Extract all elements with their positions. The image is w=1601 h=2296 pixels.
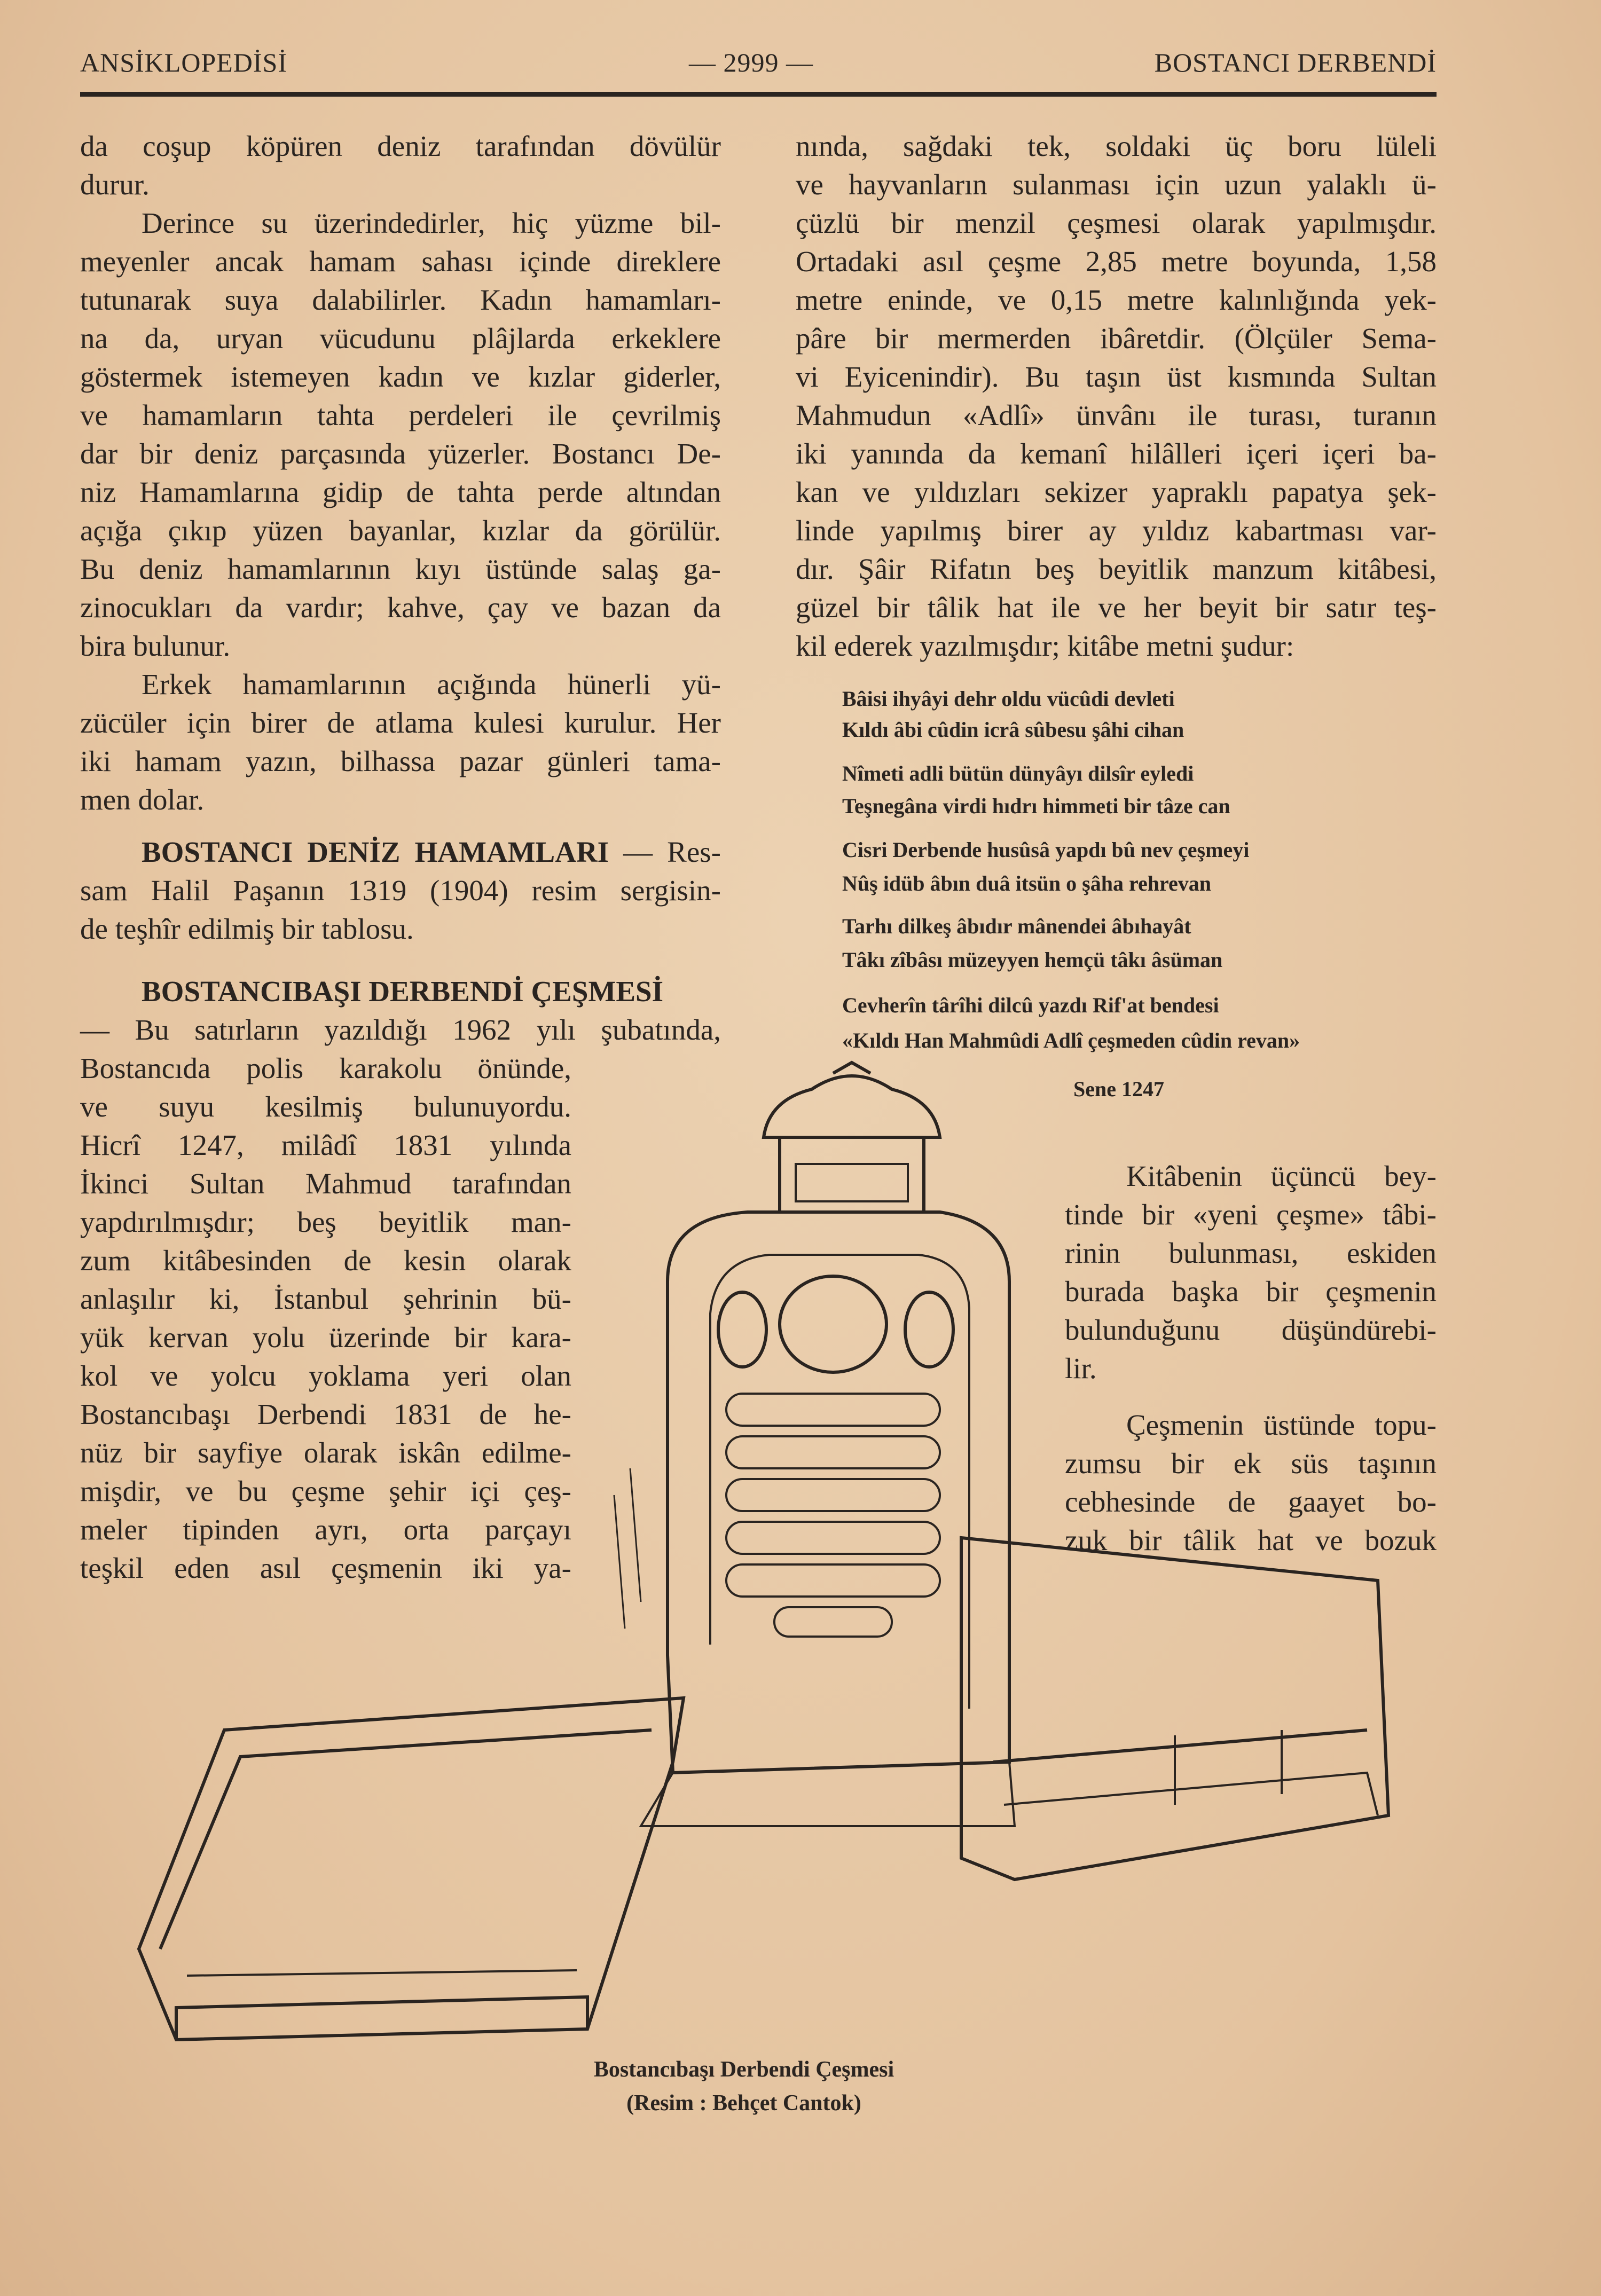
text-line: na da, uryan vücudunu plâjlarda erkeklere: [80, 322, 721, 355]
poem-line: «Kıldı Han Mahmûdi Adlî çeşmeden cûdin revan»: [842, 1028, 1300, 1052]
text-line: sam Halil Paşanın 1319 (1904) resim sergisin-: [80, 874, 721, 907]
text-line: Bostancıbaşı Derbendi 1831 de he-: [80, 1398, 571, 1430]
text-line: zumsu bir ek süs taşının: [1065, 1447, 1437, 1480]
running-head-left: ANSİKLOPEDİSİ: [80, 48, 287, 77]
text-line: İkinci Sultan Mahmud tarafından: [80, 1167, 571, 1200]
text-line: da coşup köpüren deniz tarafından dövülür: [80, 130, 721, 162]
text-line: Derince su üzerindedirler, hiç yüzme bil-: [142, 207, 721, 239]
section-heading: BOSTANCIBAŞI DERBENDİ ÇEŞMESİ: [142, 975, 664, 1008]
text-line: tutunarak suya dalabilirler. Kadın hamamları-: [80, 284, 721, 316]
text-line: rinin bulunması, eskiden: [1065, 1237, 1437, 1269]
text-line: Bostancıda polis karakolu önünde,: [80, 1052, 571, 1084]
poem-date: Sene 1247: [1073, 1077, 1164, 1101]
text-line: tinde bir «yeni çeşme» tâbi-: [1065, 1198, 1437, 1231]
text-fragment: — Res-: [609, 836, 721, 868]
text-line: zuk bir tâlik hat ve bozuk: [1065, 1524, 1437, 1556]
running-head-right: BOSTANCI DERBENDİ: [1154, 48, 1437, 77]
text-line: Ortadaki asıl çeşme 2,85 metre boyunda, 1,58: [796, 245, 1437, 278]
text-line: teşkil eden asıl çeşmenin iki ya-: [80, 1552, 571, 1584]
text-line: ve hayvanların sulanması için uzun yalaklı ü-: [796, 168, 1437, 201]
text-line: kil ederek yazılmışdır; kitâbe metni şudur:: [796, 630, 1294, 662]
text-line: çüzlü bir menzil çeşmesi olarak yapılmışdır.: [796, 207, 1437, 239]
text-line: Kitâbenin üçüncü bey-: [1126, 1160, 1437, 1192]
text-line: cebhesinde de gaayet bo-: [1065, 1485, 1437, 1518]
text-line: nında, sağdaki tek, soldaki üç boru lüleli: [796, 130, 1437, 162]
text-line: zinocukları da vardır; kahve, çay ve bazan da: [80, 591, 721, 624]
text-line: dar bir deniz parçasında yüzerler. Bostancı De-: [80, 437, 721, 470]
text-line: bulunduğunu düşündürebi-: [1065, 1314, 1437, 1346]
text-line: meler tipinden ayrı, orta parçayı: [80, 1513, 571, 1546]
text-line: burada başka bir çeşmenin: [1065, 1275, 1437, 1308]
section-heading: BOSTANCI DENİZ HAMAMLARI: [142, 836, 609, 868]
text-line: men dolar.: [80, 783, 205, 816]
text-line: bira bulunur.: [80, 630, 231, 662]
text-line: dır. Şâir Rifatın beş beyitlik manzum kitâbesi,: [796, 553, 1437, 585]
text-line: — Bu satırların yazıldığı 1962 yılı şubatında,: [80, 1013, 721, 1046]
text-line: göstermek istemeyen kadın ve kızlar giderler,: [80, 360, 721, 393]
poem-line: Nûş idüb âbın duâ itsün o şâha rehrevan: [842, 871, 1212, 895]
text-line: vi Eyicenindir). Bu taşın üst kısmında Sultan: [796, 360, 1437, 393]
text-line: iki hamam yazın, bilhassa pazar günleri tama-: [80, 745, 721, 777]
text-line: açığa çıkıp yüzen bayanlar, kızlar da görülür.: [80, 514, 721, 547]
text-line: ve suyu kesilmiş bulunuyordu.: [80, 1090, 571, 1123]
text-line: Erkek hamamlarının açığında hünerli yü-: [142, 668, 721, 701]
text-line: kan ve yıldızları sekizer yapraklı papatya şek-: [796, 476, 1437, 508]
text-line: yük kervan yolu üzerinde bir kara-: [80, 1321, 571, 1354]
text-line: mişdir, ve bu çeşme şehir içi çeş-: [80, 1475, 571, 1507]
text-line: zücüler için birer de atlama kulesi kurulur. Her: [80, 706, 721, 739]
poem-line: Tarhı dilkeş âbıdır mânendei âbıhayât: [842, 914, 1191, 938]
text-line: Mahmudun «Adlî» ünvânı ile turası, turanın: [796, 399, 1437, 431]
poem-line: Kıldı âbi cûdin icrâ sûbesu şâhi cihan: [842, 718, 1184, 742]
text-line: yapdırılmışdır; beş beyitlik man-: [80, 1206, 571, 1238]
poem-line: Teşnegâna virdi hıdrı himmeti bir tâze can: [842, 794, 1230, 818]
text-line: anlaşılır ki, İstanbul şehrinin bü-: [80, 1283, 571, 1315]
text-line: iki yanında da kemanî hilâlleri içeri içeri ba-: [796, 437, 1437, 470]
text-line: zum kitâbesinden de kesin olarak: [80, 1244, 571, 1277]
figure-caption: Bostancıbaşı Derbendi Çeşmesi: [593, 2057, 894, 2082]
text-line: meyenler ancak hamam sahası içinde direklere: [80, 245, 721, 278]
text-line: nüz bir sayfiye olarak iskân edilme-: [80, 1436, 571, 1469]
text-line: Çeşmenin üstünde topu-: [1126, 1409, 1437, 1441]
text-line: güzel bir tâlik hat ile ve her beyit bir satır teş-: [796, 591, 1437, 624]
poem-line: Tâkı zîbâsı müzeyyen hemçü tâkı âsüman: [842, 948, 1223, 972]
text-line: pâre bir mermerden ibâretdir. (Ölçüler Sema-: [796, 322, 1437, 355]
text-line: lir.: [1065, 1352, 1097, 1385]
poem-line: Cevherîn târîhi dilcû yazdı Rif'at bendesi: [842, 993, 1219, 1017]
figure-credit: (Resim : Behçet Cantok): [626, 2091, 861, 2116]
text-line: linde yapılmış birer ay yıldız kabartması var-: [796, 514, 1437, 547]
page-number: — 2999 —: [689, 48, 813, 77]
text-line: de teşhîr edilmiş bir tablosu.: [80, 913, 414, 945]
text-line: kol ve yolcu yoklama yeri olan: [80, 1359, 571, 1392]
text-line: metre eninde, ve 0,15 metre kalınlığında yek-: [796, 284, 1437, 316]
poem-line: Cisri Derbende husûsâ yapdı bû nev çeşmeyi: [842, 838, 1250, 862]
text-line: durur.: [80, 168, 150, 201]
poem-line: Bâisi ihyâyi dehr oldu vücûdi devleti: [842, 687, 1175, 711]
poem-line: Nîmeti adli bütün dünyâyı dilsîr eyledi: [842, 761, 1194, 785]
text-line: Bu deniz hamamlarının kıyı üstünde salaş ga-: [80, 553, 721, 585]
text-line: niz Hamamlarına gidip de tahta perde altından: [80, 476, 721, 508]
text-line: Hicrî 1247, milâdî 1831 yılında: [80, 1129, 571, 1161]
text-line: ve hamamların tahta perdeleri ile çevrilmiş: [80, 399, 721, 431]
